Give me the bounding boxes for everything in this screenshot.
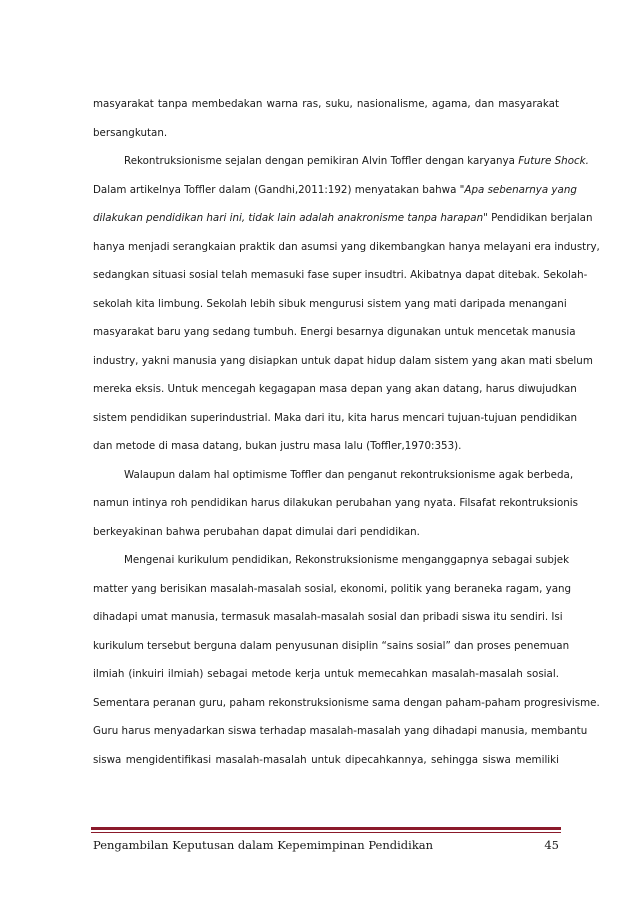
footer-rule-thick bbox=[91, 827, 561, 830]
text-line-3: Rekontruksionisme sejalan dengan pemikiran Alvin Toffler dengan karyanya Future Shock. bbox=[124, 155, 589, 167]
text-line-4: Dalam artikelnya Toffler dalam (Gandhi,2011:192) menyatakan bahwa "Apa sebenarnya yang bbox=[93, 183, 577, 196]
body-text bbox=[93, 90, 600, 774]
text-line-1: masyarakat tanpa membedakan warna ras, suku, nasionalisme, agama, dan masyarakat bbox=[93, 98, 559, 110]
text-line-18: matter yang berisikan masalah-masalah sosial, ekonomi, politik yang beraneka ragam, yang bbox=[93, 582, 572, 595]
text-line-15: namun intinya roh pendidikan harus dilakukan perubahan yang nyata. Filsafat rekontruksionis bbox=[93, 497, 579, 509]
text-line-2: bersangkutan. bbox=[93, 126, 168, 139]
text-line-12: sistem pendidikan superindustrial. Maka dari itu, kita harus mencari tujuan-tujuan pendidikan bbox=[93, 411, 578, 424]
footer-title: Pengambilan Keputusan dalam Kepemimpinan Pendidikan bbox=[93, 838, 434, 852]
text-line-24: siswa mengidentifikasi masalah-masalah untuk dipecahkannya, sehingga siswa memiliki bbox=[93, 753, 559, 766]
text-line-6: hanya menjadi serangkaian praktik dan asumsi yang dikembangkan hanya melayani era industry, bbox=[93, 240, 600, 253]
text-line-8: sekolah kita limbung. Sekolah lebih sibuk mengurusi sistem yang mati daripada menangani bbox=[93, 297, 567, 310]
text-line-9: masyarakat baru yang sedang tumbuh. Energi besarnya digunakan untuk mencetak manusia bbox=[93, 326, 576, 338]
text-line-21: ilmiah (inkuiri ilmiah) sebagai metode kerja untuk memecahkan masalah-masalah sosial. bbox=[93, 668, 559, 680]
text-line-17: Mengenai kurikulum pendidikan, Rekonstruksionisme menganggapnya sebagai subjek bbox=[124, 554, 570, 566]
text-line-5: dilakukan pendidikan hari ini, tidak lain adalah anakronisme tanpa harapan" Pendidikan berjalan bbox=[93, 212, 593, 224]
text-line-22: Sementara peranan guru, paham rekonstruksionisme sama dengan paham-paham progresivisme. bbox=[93, 696, 600, 709]
text-line-11: mereka eksis. Untuk mencegah kegagapan masa depan yang akan datang, harus diwujudkan bbox=[93, 383, 577, 395]
footer-rule-thin bbox=[91, 832, 561, 833]
text-line-7: sedangkan situasi sosial telah memasuki fase super insudtri. Akibatnya dapat ditebak. Sekolah- bbox=[93, 269, 588, 281]
text-line-10: industry, yakni manusia yang disiapkan untuk dapat hidup dalam sistem yang akan mati sbelum bbox=[93, 354, 593, 367]
text-line-20: kurikulum tersebut berguna dalam penyusunan disiplin “sains sosial” dan proses penemuan bbox=[93, 639, 570, 652]
text-line-14: Walaupun dalam hal optimisme Toffler dan penganut rekontruksionisme agak berbeda, bbox=[124, 468, 574, 481]
page-number: 45 bbox=[544, 838, 559, 852]
text-line-23: Guru harus menyadarkan siswa terhadap masalah-masalah yang dihadapi manusia, membantu bbox=[93, 725, 588, 737]
text-line-19: dihadapi umat manusia, termasuk masalah-masalah sosial dan pribadi siswa itu sendiri. Isi bbox=[93, 611, 563, 623]
text-line-13: dan metode di masa datang, bukan justru masa lalu (Toffler,1970:353). bbox=[93, 440, 462, 452]
text-line-16: berkeyakinan bahwa perubahan dapat dimulai dari pendidikan. bbox=[93, 525, 420, 538]
footer-divider bbox=[91, 827, 561, 833]
